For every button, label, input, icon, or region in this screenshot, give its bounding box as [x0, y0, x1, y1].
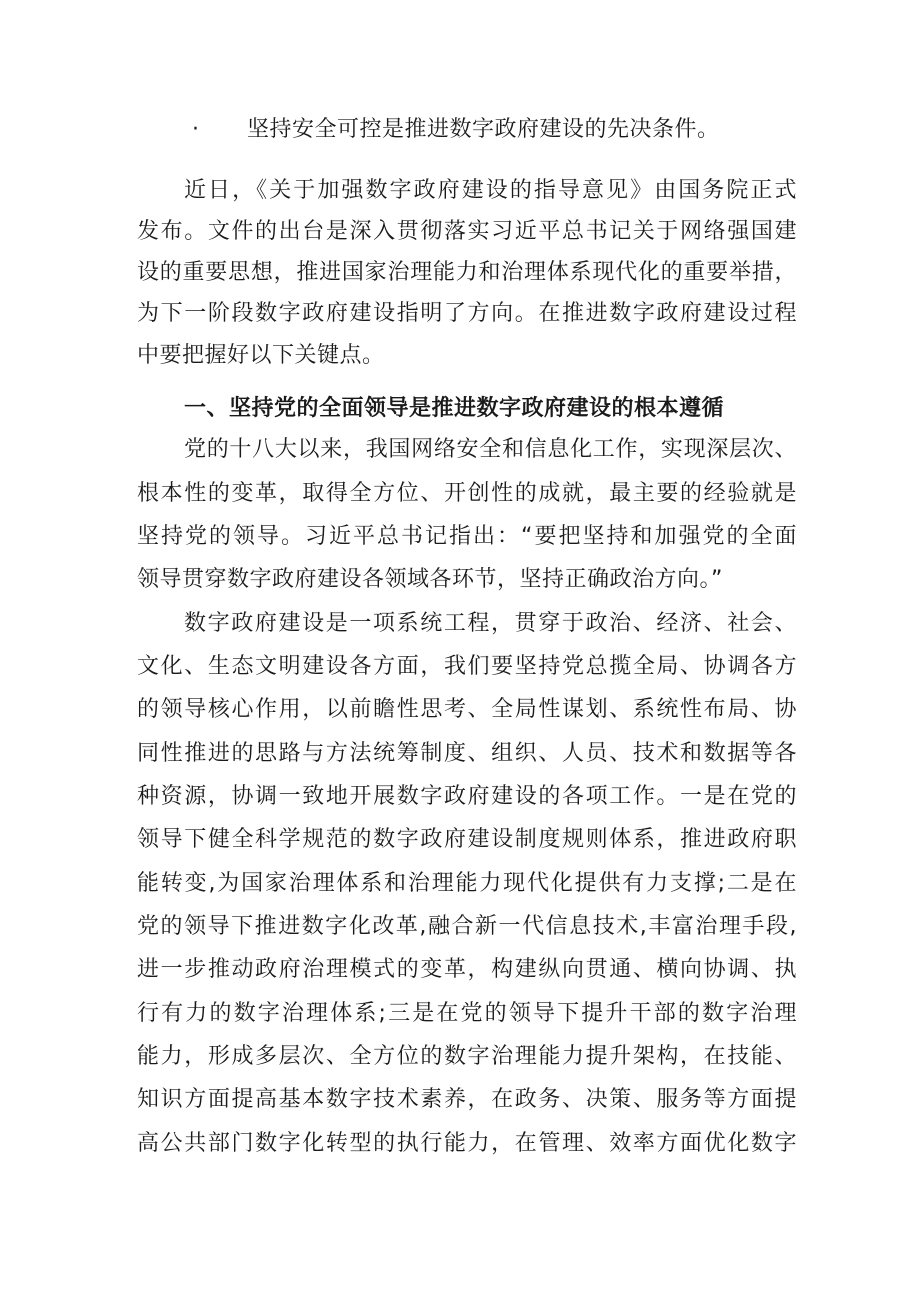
para2-line: 知识方面提高基本数字技术素养，在政务、决策、服务等方面提 [137, 1087, 797, 1112]
intro-line: 近日，《关于加强数字政府建设的指导意见》由国务院正式 [184, 178, 797, 203]
intro-line: 中要把握好以下关键点。 [137, 343, 385, 368]
para2-line: 数字政府建设是一项系统工程，贯穿于政治、经济、社会、 [184, 611, 797, 636]
intro-line: 发布。文件的出台是深入贯彻落实习近平总书记关于网络强国建 [137, 219, 797, 244]
intro-line: 设的重要思想，推进国家治理能力和治理体系现代化的重要举措， [137, 260, 797, 285]
bullet-heading: 坚持安全可控是推进数字政府建设的先决条件。 [247, 117, 720, 142]
para2-line: 行有力的数字治理体系;三是在党的领导下提升干部的数字治理 [137, 1001, 797, 1026]
para2-line: 的领导核心作用，以前瞻性思考、全局性谋划、系统性布局、协 [137, 697, 797, 722]
section-heading: 一、坚持党的全面领导是推进数字政府建设的根本遵循 [184, 396, 725, 421]
para2-line: 高公共部门数字化转型的执行能力，在管理、效率方面优化数字 [137, 1131, 797, 1156]
para2-line: 文化、生态文明建设各方面，我们要坚持党总揽全局、协调各方 [137, 654, 797, 679]
para2-line: 能力，形成多层次、全方位的数字治理能力提升架构，在技能、 [137, 1044, 797, 1069]
bullet-marker: · [192, 117, 199, 142]
intro-line: 为下一阶段数字政府建设指明了方向。在推进数字政府建设过程 [137, 301, 797, 326]
para2-line: 种资源，协调一致地开展数字政府建设的各项工作。一是在党的 [137, 784, 797, 809]
para2-line: 领导下健全科学规范的数字政府建设制度规则体系，推进政府职 [137, 827, 797, 852]
para1-line: 党的十八大以来，我国网络安全和信息化工作，实现深层次、 [184, 437, 797, 462]
para2-line: 同性推进的思路与方法统筹制度、组织、人员、技术和数据等各 [137, 741, 797, 766]
para2-line: 党的领导下推进数字化改革,融合新一代信息技术,丰富治理手段, [137, 914, 797, 939]
para1-line: 根本性的变革，取得全方位、开创性的成就，最主要的经验就是 [137, 481, 797, 506]
para2-line: 能转变,为国家治理体系和治理能力现代化提供有力支撑;二是在 [137, 871, 797, 896]
para1-line: 领导贯穿数字政府建设各领域各环节，坚持正确政治方向。” [137, 567, 723, 592]
para2-line: 进一步推动政府治理模式的变革，构建纵向贯通、横向协调、执 [137, 957, 797, 982]
para1-line: 坚持党的领导。习近平总书记指出：“要把坚持和加强党的全面 [137, 524, 797, 549]
